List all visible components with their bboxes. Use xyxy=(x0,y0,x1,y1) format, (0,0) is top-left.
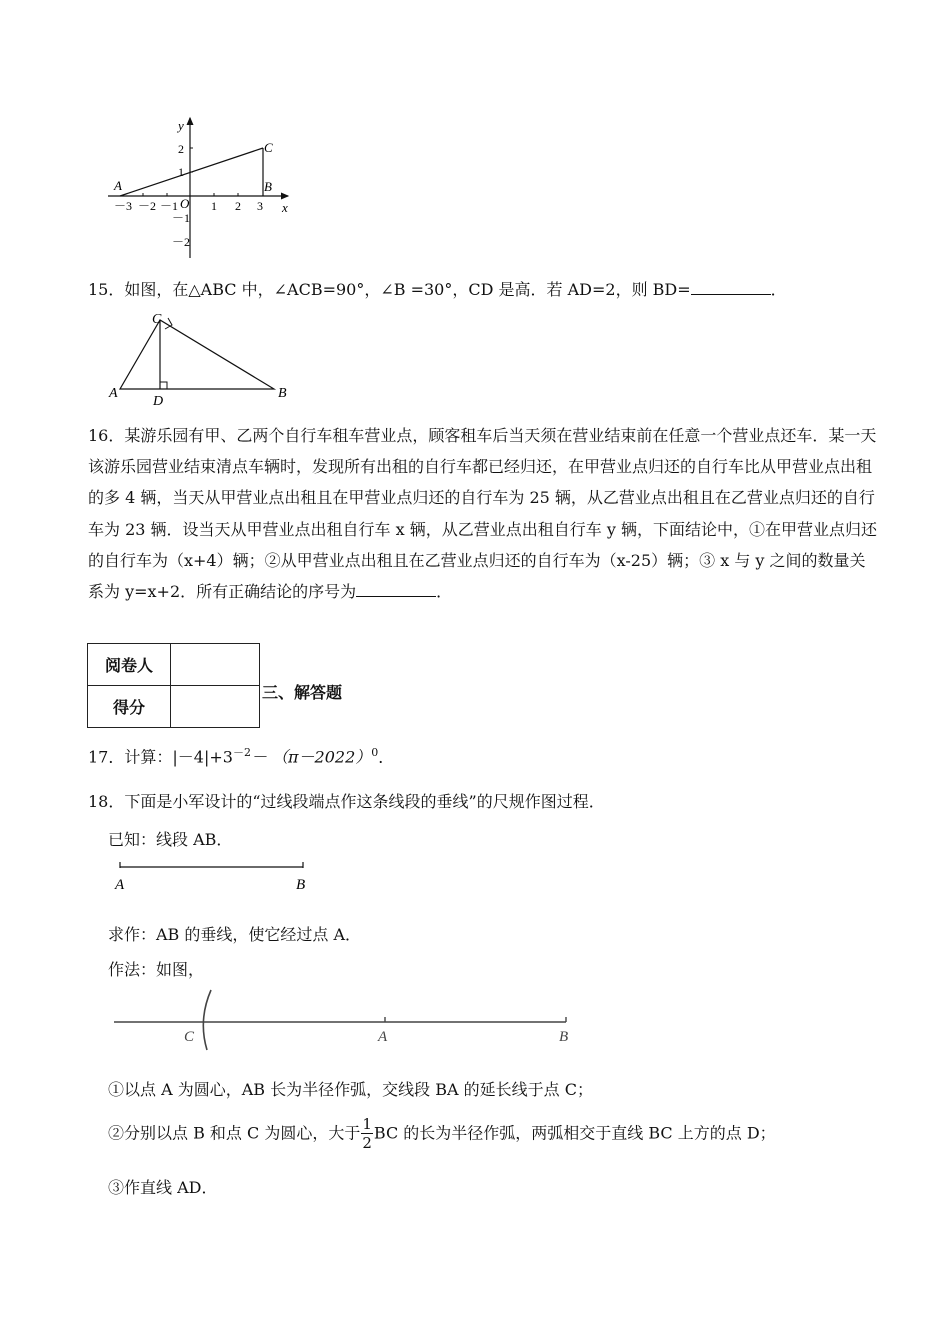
section-title: 三、解答题 xyxy=(262,683,343,702)
point-a-label: A xyxy=(115,877,125,893)
question-17 xyxy=(88,747,394,765)
point-b-label: B xyxy=(296,877,306,893)
point-b-label: B xyxy=(559,1029,569,1045)
point-c-label: C xyxy=(184,1029,195,1045)
x-tick-label: 3 xyxy=(257,199,263,213)
question-15 xyxy=(88,280,787,298)
question-number: 16． xyxy=(88,426,125,445)
exponent: 0 xyxy=(371,746,379,759)
y-tick-label: 1 xyxy=(178,165,184,179)
fraction-denominator: 2 xyxy=(362,1134,372,1152)
segment-ab-figure xyxy=(110,858,320,894)
right-angle-mark-d xyxy=(160,382,167,389)
fraction-numerator: 1 xyxy=(362,1115,372,1133)
question-number: 15． xyxy=(88,280,125,299)
axis-y-label: y xyxy=(178,118,184,133)
arc-c xyxy=(203,990,211,1050)
question-16 xyxy=(88,420,878,607)
reviewer-label: 阅卷人 xyxy=(88,644,171,686)
score-label: 得分 xyxy=(88,686,171,728)
score-cell xyxy=(171,686,260,728)
question-18 xyxy=(88,794,605,810)
answer-blank xyxy=(356,582,436,597)
method-line: 作法：如图， xyxy=(108,960,205,979)
expression: － （π－2022） xyxy=(250,747,372,767)
question-number: 17． xyxy=(88,747,125,767)
triangle-abc xyxy=(120,320,274,389)
question-number: 18． xyxy=(88,792,125,811)
fraction-half xyxy=(361,1117,373,1151)
point-a-label: A xyxy=(378,1029,388,1045)
punctuation: ． xyxy=(770,280,787,299)
known-line: 已知：线段 AB． xyxy=(108,830,233,849)
exponent: －2 xyxy=(232,746,251,759)
point-c-label: C xyxy=(264,140,273,155)
x-tick-label: －1 xyxy=(160,199,179,213)
triangle-figure xyxy=(106,308,296,408)
find-line: 求作：AB 的垂线，使它经过点 A． xyxy=(108,925,362,944)
point-a-label: A xyxy=(114,178,122,193)
step-text: BC 的长为半径作弧，两弧相交于直线 BC 上方的点 D； xyxy=(373,1123,776,1143)
score-table xyxy=(87,643,260,728)
step-text: ②分别以点 B 和点 C 为圆心，大于 xyxy=(108,1123,361,1143)
point-b-label: B xyxy=(264,179,272,194)
origin-label: O xyxy=(180,196,190,211)
question-text: 如图，在△ABC 中，∠ACB=90°，∠B =30°，CD 是高．若 AD=2，则 BD= xyxy=(124,280,691,299)
punctuation: ． xyxy=(378,747,395,767)
reviewer-cell xyxy=(171,644,260,686)
x-tick-label: 1 xyxy=(211,199,217,213)
axis-x-label: x xyxy=(282,200,288,215)
punctuation: ． xyxy=(436,581,453,601)
x-tick-label: －3 xyxy=(114,199,133,213)
coordinate-graph xyxy=(100,112,300,262)
vertex-d-label: D xyxy=(153,394,164,408)
x-tick-label: －2 xyxy=(138,199,157,213)
vertex-c-label: C xyxy=(152,312,162,327)
vertex-a-label: A xyxy=(109,386,118,401)
step-2 xyxy=(108,1117,776,1151)
answer-blank xyxy=(691,280,771,295)
vertex-b-label: B xyxy=(278,386,287,401)
step-3: ③作直线 AD． xyxy=(108,1178,218,1197)
y-tick-label: －1 xyxy=(172,211,191,225)
question-text: 下面是小军设计的“过线段端点作这条线段的垂线”的尺规作图过程． xyxy=(124,792,605,811)
y-tick-label: 2 xyxy=(178,142,184,156)
x-tick-label: 2 xyxy=(235,199,241,213)
step-1: ①以点 A 为圆心，AB 长为半径作弧，交线段 BA 的延长线于点 C； xyxy=(108,1080,593,1099)
question-text: 计算： xyxy=(124,747,173,767)
question-text: 某游乐园有甲、乙两个自行车租车营业点，顾客租车后当天须在营业结束前在任意一个营业点还车．某一天该游乐园营业结束清点车辆时，发现所有出租的自行车都已经归还，在甲营业点归还的自行车比从甲营业点出租的多 4 辆，当天从甲营业点出租且在甲营业点归还的自行车为 25 辆，从乙营业点出租且在乙营业点归还的自行车为 23 辆．设当天从甲营业点出租自行车 x 辆，从乙营业点出租自行车 y 辆，下面结论中，①在甲营业点归还的自行车为（x+4）辆；②从甲营业点出租且在乙营业点归还的自行车为（x-25）辆；③ x 与 y 之间的数量关系为 y=x+2．所有正确结论的序号为 xyxy=(88,426,877,601)
y-tick-label: －2 xyxy=(172,235,191,249)
expression: |－4|+3 xyxy=(172,747,233,767)
construction-figure xyxy=(110,988,580,1052)
